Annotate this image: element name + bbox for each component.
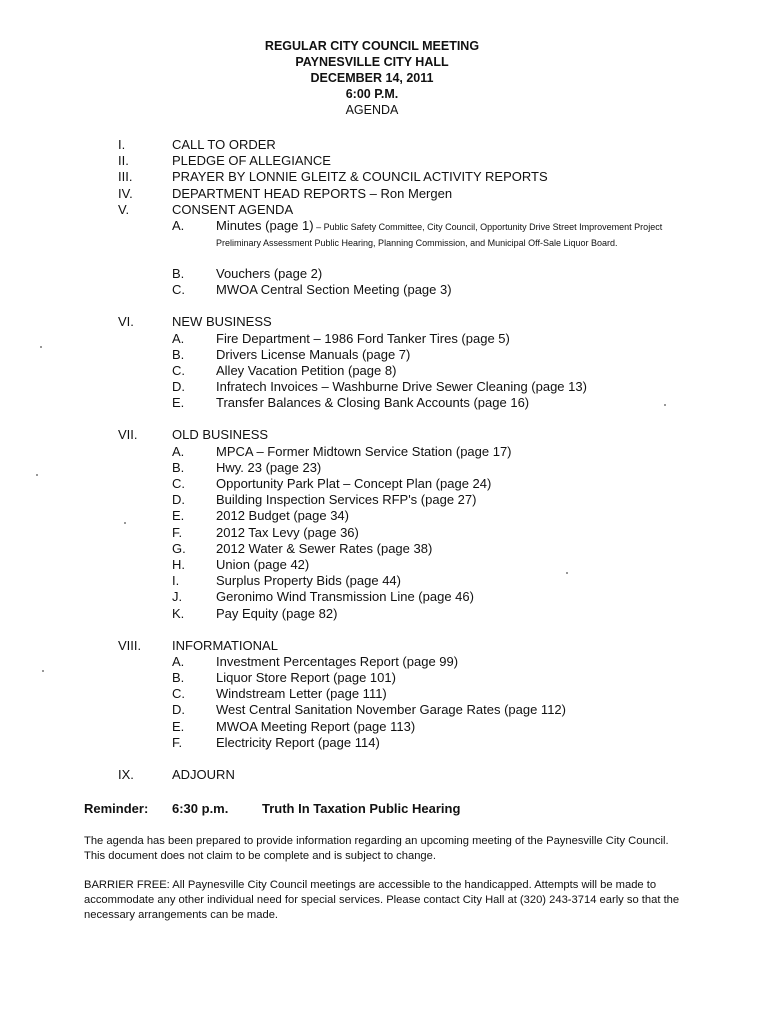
item-text: Electricity Report (page 114) — [216, 734, 380, 750]
item-letter: F. — [172, 734, 183, 750]
item-letter: I. — [172, 573, 180, 589]
item-letter: C. — [172, 686, 185, 702]
section-new-business — [118, 314, 738, 411]
meeting-title: REGULAR CITY COUNCIL MEETING — [264, 39, 480, 53]
item-text: Liquor Store Report (page 101) — [216, 670, 396, 686]
section-prayer-reports — [118, 169, 738, 185]
item-text: 2012 Water & Sewer Rates (page 38) — [216, 540, 433, 556]
scan-speck — [36, 474, 38, 476]
item-text: Surplus Property Bids (page 44) — [216, 573, 401, 589]
document-header — [0, 38, 744, 118]
item-letter: E. — [172, 508, 185, 524]
item-text: MWOA Central Section Meeting (page 3) — [216, 282, 452, 298]
scan-speck — [42, 670, 44, 672]
section-numeral: IV. — [118, 185, 133, 201]
item-text: Windstream Letter (page 111) — [216, 686, 387, 702]
item-text: Union (page 42) — [216, 556, 310, 572]
list-item — [118, 541, 738, 557]
scan-speck — [124, 522, 126, 524]
list-item — [118, 460, 738, 476]
item-letter: D. — [172, 702, 185, 718]
item-letter: C. — [172, 476, 185, 491]
item-letter: B. — [172, 459, 185, 475]
section-title: INFORMATIONAL — [172, 637, 278, 653]
list-item — [118, 606, 738, 622]
list-item — [118, 508, 738, 524]
agenda-list — [118, 137, 738, 783]
reminder-label: Reminder: — [84, 801, 149, 816]
item-detail: – Public Safety Committee, City Council, Opportunity Drive Street Improvement Project Preliminary Assessment Public Hearing, Planning Commission, and Municipal Off-Sale Liquor Board. — [216, 221, 663, 248]
item-letter: E. — [172, 718, 185, 734]
item-letter: E. — [172, 395, 185, 411]
barrier-free-paragraph: BARRIER FREE: All Paynesville City Council meetings are accessible to the handicapped. Attempts will be made to accommodate any other individual need for special services. Please contact City Hall at (320) 243-3714 early so that the necessary arrangements can be made. — [84, 879, 680, 921]
item-text: Geronimo Wind Transmission Line (page 46) — [216, 589, 474, 605]
section-numeral: VII. — [118, 427, 138, 443]
item-text: MWOA Meeting Report (page 113) — [216, 718, 416, 734]
disclaimer-paragraph: The agenda has been prepared to provide information regarding an upcoming meeting of the Paynesville City Council. This document does not claim to be complete and is subject to change. — [84, 835, 669, 862]
item-text: Minutes (page 1) — [216, 217, 314, 233]
list-item — [118, 670, 738, 686]
item-letter: H. — [172, 556, 185, 572]
section-old-business — [118, 427, 738, 621]
list-item — [118, 331, 738, 347]
item-letter: K. — [172, 605, 185, 621]
item-text: MPCA – Former Midtown Service Station (page 17) — [216, 443, 512, 459]
section-title: CALL TO ORDER — [172, 137, 276, 152]
list-item — [118, 557, 738, 573]
item-letter: D. — [172, 492, 185, 508]
section-numeral: I. — [118, 137, 126, 152]
item-text: Hwy. 23 (page 23) — [216, 459, 322, 475]
section-pledge — [118, 153, 738, 169]
item-letter: F. — [172, 524, 183, 540]
meeting-time: 6:00 P.M. — [345, 87, 399, 101]
list-item — [118, 266, 738, 282]
section-call-to-order — [118, 137, 738, 153]
list-item — [118, 492, 738, 508]
list-item — [118, 589, 738, 605]
item-letter: A. — [172, 443, 185, 459]
item-letter: D. — [172, 379, 185, 395]
section-department-head-reports — [118, 186, 738, 202]
item-letter: C. — [172, 362, 185, 378]
item-text: Investment Percentages Report (page 99) — [216, 653, 459, 669]
list-item — [118, 476, 738, 492]
list-item — [118, 395, 738, 411]
scan-speck — [664, 404, 666, 406]
section-title: DEPARTMENT HEAD REPORTS – Ron Mergen — [172, 185, 453, 201]
item-letter: C. — [172, 282, 185, 298]
section-numeral: IX. — [118, 767, 134, 782]
item-text: Vouchers (page 2) — [216, 265, 323, 281]
section-title: NEW BUSINESS — [172, 314, 272, 330]
section-numeral: VIII. — [118, 637, 142, 653]
section-title: PRAYER BY LONNIE GLEITZ & COUNCIL ACTIVITY REPORTS — [172, 169, 548, 185]
item-text: West Central Sanitation November Garage Rates (page 112) — [216, 702, 566, 718]
reminder-time: 6:30 p.m. — [172, 801, 229, 816]
list-item — [118, 735, 738, 751]
item-letter: B. — [172, 265, 185, 281]
section-title: PLEDGE OF ALLEGIANCE — [172, 153, 331, 169]
meeting-location: PAYNESVILLE CITY HALL — [295, 55, 449, 69]
list-item — [118, 719, 738, 735]
reminder-event: Truth In Taxation Public Hearing — [262, 801, 461, 816]
meeting-date: DECEMBER 14, 2011 — [310, 71, 434, 85]
item-text: Fire Department – 1986 Ford Tanker Tires (page 5) — [216, 330, 510, 346]
section-adjourn — [118, 767, 738, 783]
list-item — [118, 282, 738, 298]
item-text: 2012 Budget (page 34) — [216, 508, 349, 524]
list-item — [118, 702, 738, 718]
section-title: CONSENT AGENDA — [172, 201, 294, 217]
section-consent-agenda — [118, 202, 738, 299]
list-item — [118, 573, 738, 589]
item-letter: J. — [172, 589, 183, 605]
scan-speck — [40, 346, 42, 348]
item-text: Opportunity Park Plat – Concept Plan (page 24) — [216, 476, 492, 491]
list-item — [118, 347, 738, 363]
section-numeral: VI. — [118, 314, 134, 330]
scan-speck — [566, 572, 568, 574]
item-letter: A. — [172, 653, 185, 669]
list-item — [118, 525, 738, 541]
section-numeral: III. — [118, 169, 133, 185]
item-text: Building Inspection Services RFP's (page 27) — [216, 492, 477, 508]
agenda-heading: AGENDA — [345, 103, 399, 117]
list-item — [118, 686, 738, 702]
item-text: Pay Equity (page 82) — [216, 605, 338, 621]
item-letter: A. — [172, 330, 185, 346]
item-letter: B. — [172, 346, 185, 362]
item-letter: G. — [172, 540, 186, 556]
section-title: ADJOURN — [172, 767, 235, 782]
item-text: Infratech Invoices – Washburne Drive Sewer Cleaning (page 13) — [216, 379, 587, 395]
section-numeral: V. — [118, 201, 130, 217]
section-numeral: II. — [118, 153, 129, 169]
item-text: Transfer Balances & Closing Bank Accounts (page 16) — [216, 395, 530, 411]
item-text: 2012 Tax Levy (page 36) — [216, 524, 359, 540]
section-informational — [118, 638, 738, 751]
item-letter: B. — [172, 670, 185, 686]
list-item — [118, 654, 738, 670]
item-text: Drivers License Manuals (page 7) — [216, 346, 411, 362]
list-item — [118, 444, 738, 460]
list-item — [118, 218, 738, 266]
section-title: OLD BUSINESS — [172, 427, 269, 443]
list-item — [118, 379, 738, 395]
item-letter: A. — [172, 217, 185, 233]
list-item — [118, 363, 738, 379]
item-text: Alley Vacation Petition (page 8) — [216, 362, 397, 378]
